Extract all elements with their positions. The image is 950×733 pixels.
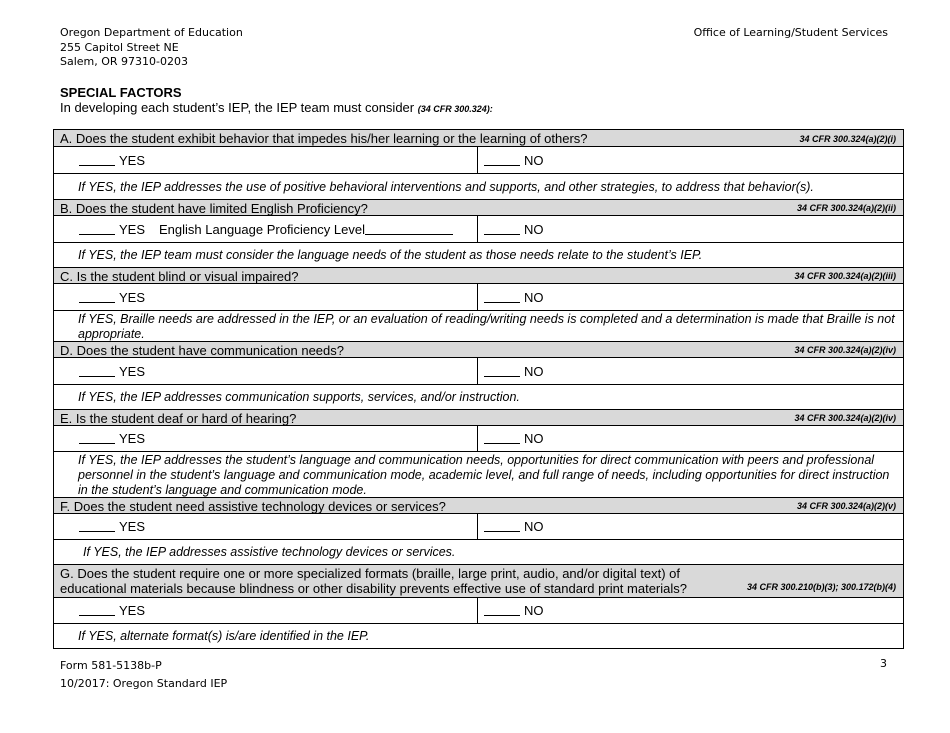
yes-blank-e[interactable] [79,433,115,444]
no-option-f[interactable] [478,514,903,539]
intro-sentence: In developing each student’s IEP, the IEP team must consider [60,100,415,115]
no-label: NO [524,221,544,237]
yes-label: YES [119,152,146,168]
note-e: If YES, the IEP addresses the student’s language and communication needs, opportunities for direct communication with peers and professional personnel in the student’s language and communication mode, academic level, and full range of needs, including opportunities for direct instruction in the student’s language and communication mode. [54,452,903,498]
question-c-text: C. Is the student blind or visual impaired? [60,269,299,284]
question-f-ref: 34 CFR 300.324(a)(2)(v) [796,501,896,511]
agency-address [60,26,243,70]
yes-blank-g[interactable] [79,605,115,616]
no-blank-a[interactable] [484,155,520,166]
no-blank-f[interactable] [484,521,520,532]
yes-blank-f[interactable] [79,521,115,532]
question-c [54,268,903,284]
page-footer [60,657,227,693]
page-number: 3 [880,657,887,670]
answer-row-e [54,426,903,452]
yes-label: YES [119,289,146,305]
note-c: If YES, Braille needs are addressed in the IEP, or an evaluation of reading/writing needs is completed and a determination is made that Braille is not appropriate. [54,311,903,342]
proficiency-label: English Language Proficiency Level [159,221,365,237]
question-b [54,200,903,216]
no-label: NO [524,519,544,534]
office-name: Office of Learning/Student Services [693,26,888,39]
intro-citation: (34 CFR 300.324): [417,104,493,114]
no-label: NO [524,363,544,379]
yes-label: YES [119,603,146,618]
answer-row-a [54,147,903,174]
no-option-c[interactable] [478,284,903,310]
yes-blank-b[interactable] [79,224,115,235]
question-b-ref: 34 CFR 300.324(a)(2)(ii) [796,203,896,213]
answer-row-b [54,216,903,243]
question-d [54,342,903,358]
note-g: If YES, alternate format(s) is/are identified in the IEP. [54,624,903,649]
question-a-ref: 34 CFR 300.324(a)(2)(i) [799,134,896,144]
note-a: If YES, the IEP addresses the use of positive behavioral interventions and supports, and other strategies, to address that behavior(s). [54,174,903,200]
answer-row-f [54,514,903,540]
no-option-g[interactable] [478,598,903,623]
yes-option-g[interactable] [54,598,478,623]
question-g [54,565,903,598]
question-c-ref: 34 CFR 300.324(a)(2)(iii) [794,271,896,281]
question-d-ref: 34 CFR 300.324(a)(2)(iv) [794,345,896,355]
question-e-text: E. Is the student deaf or hard of hearing? [60,411,297,426]
agency-city: Salem, OR 97310-0203 [60,55,189,68]
yes-option-e[interactable] [54,426,478,451]
no-option-d[interactable] [478,358,903,384]
answer-row-d [54,358,903,385]
agency-street: 255 Capitol Street NE [60,40,179,54]
question-d-text: D. Does the student have communication needs? [60,343,345,358]
yes-option-b[interactable] [54,216,478,242]
question-f [54,498,903,514]
proficiency-level-field[interactable] [365,224,453,235]
special-factors-form [53,129,904,649]
yes-label: YES [119,363,146,379]
no-blank-e[interactable] [484,433,520,444]
yes-option-a[interactable] [54,147,478,173]
no-label: NO [524,289,544,305]
no-blank-g[interactable] [484,605,520,616]
no-label: NO [524,603,544,618]
agency-name: Oregon Department of Education [60,26,243,39]
question-g-text: G. Does the student require one or more specialized formats (braille, large print, audio, and/or digital text) of educational materials because blindness or other disability prevents effective use of standard print materials? [60,566,687,596]
question-g-ref: 34 CFR 300.210(b)(3); 300.172(b)(4) [746,582,896,592]
yes-blank-a[interactable] [79,155,115,166]
yes-blank-d[interactable] [79,366,115,377]
yes-option-d[interactable] [54,358,478,384]
note-f: If YES, the IEP addresses assistive technology devices or services. [54,540,903,565]
no-label: NO [524,431,544,446]
no-option-e[interactable] [478,426,903,451]
intro-text [60,100,493,115]
no-blank-b[interactable] [484,224,520,235]
yes-label: YES [119,431,146,446]
question-f-text: F. Does the student need assistive technology devices or services? [60,499,446,514]
answer-row-c [54,284,903,311]
page-title: SPECIAL FACTORS [60,85,182,100]
yes-option-c[interactable] [54,284,478,310]
question-a [54,130,903,147]
form-date: 10/2017: Oregon Standard IEP [60,677,228,690]
answer-row-g [54,598,903,624]
no-option-a[interactable] [478,147,903,173]
no-blank-c[interactable] [484,292,520,303]
question-a-text: A. Does the student exhibit behavior that impedes his/her learning or the learning of others? [60,131,588,146]
question-b-text: B. Does the student have limited English Proficiency? [60,201,368,216]
yes-option-f[interactable] [54,514,478,539]
no-option-b[interactable] [478,216,903,242]
no-blank-d[interactable] [484,366,520,377]
note-b: If YES, the IEP team must consider the language needs of the student as those needs relate to the student’s IEP. [54,243,903,268]
yes-blank-c[interactable] [79,292,115,303]
yes-label: YES [119,519,146,534]
yes-label: YES [119,221,146,237]
form-number: Form 581-5138b-P [60,659,162,672]
no-label: NO [524,152,544,168]
note-d: If YES, the IEP addresses communication supports, services, and/or instruction. [54,385,903,410]
question-e-ref: 34 CFR 300.324(a)(2)(iv) [794,413,896,423]
question-e [54,410,903,426]
